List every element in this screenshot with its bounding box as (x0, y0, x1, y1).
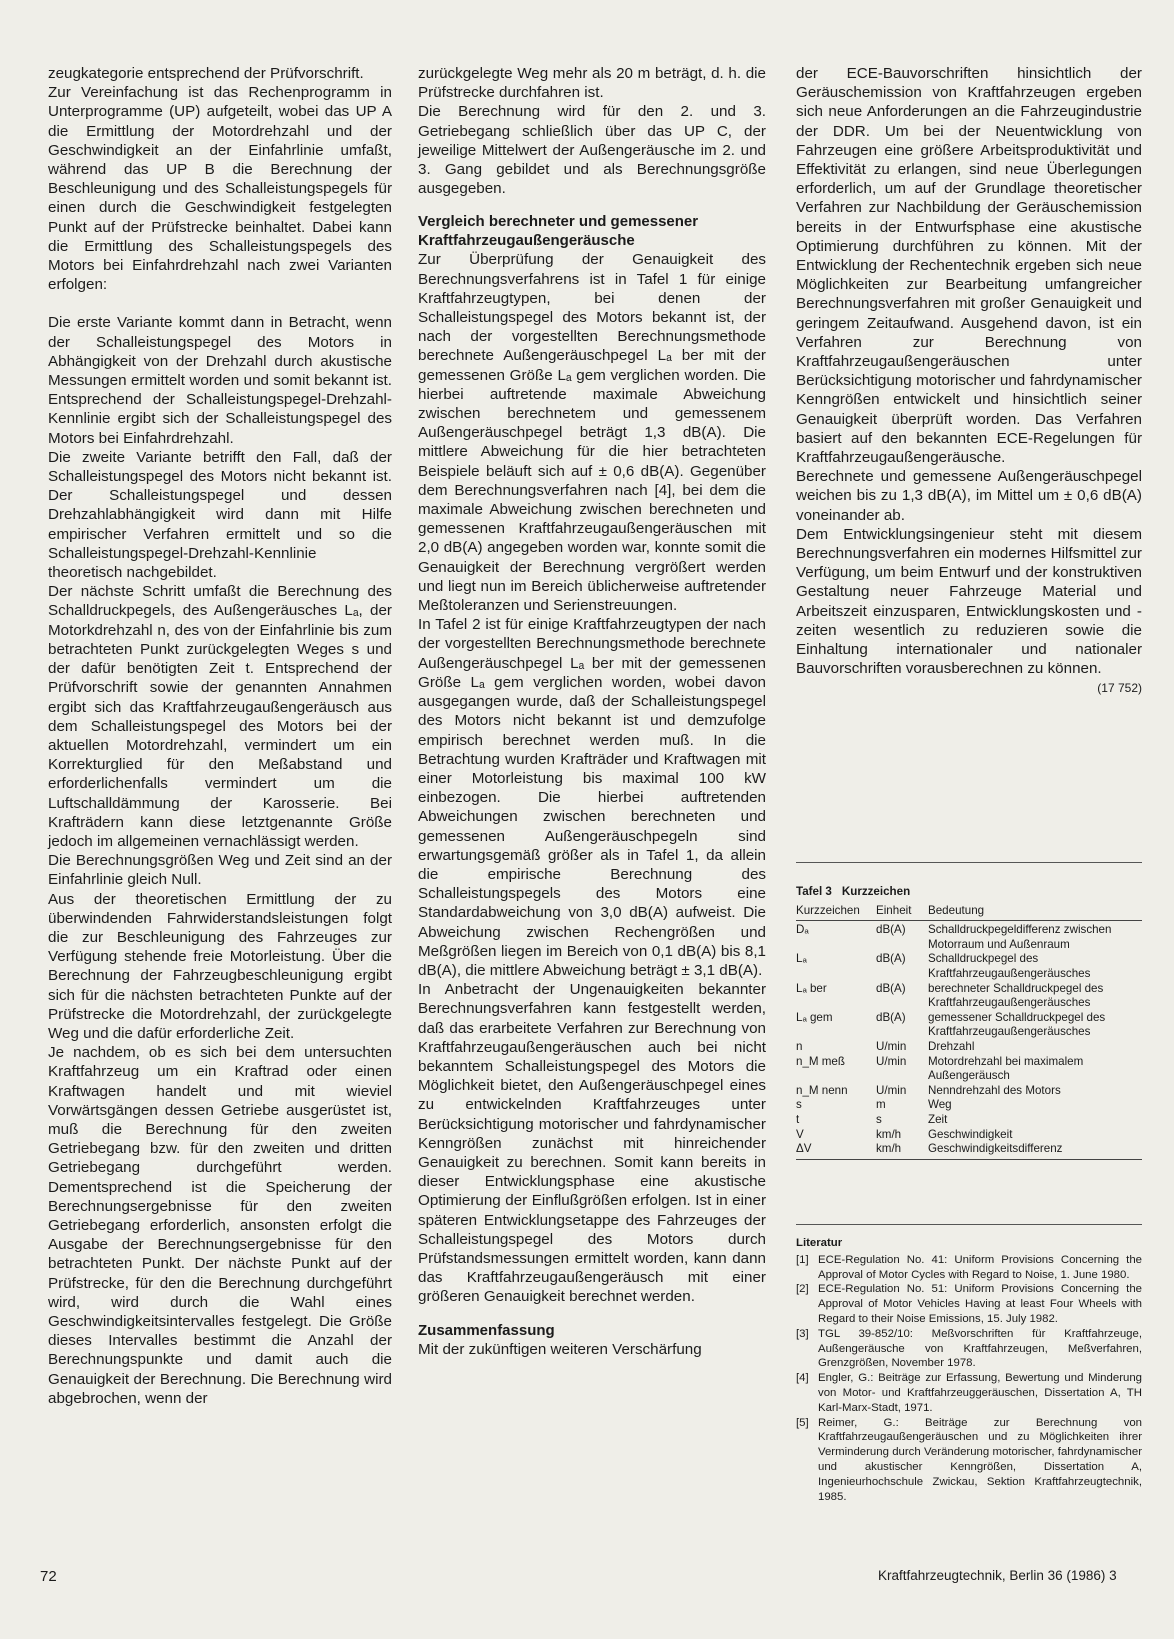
table-header-row (796, 904, 1142, 922)
section-heading-summary: Zusammenfassung (418, 1321, 555, 1339)
paragraph: zeugkategorie entsprechend der Prüfvorschrift. (48, 65, 364, 82)
table-row (796, 982, 1142, 1011)
paragraph: In Anbetracht der Ungenauigkeiten bekannter Berechnungsverfahren kann festgestellt werden, daß das erarbeitete Verfahren zur Berechnung von Kraftfahrzeugaußengeräuschen auch bei nicht bekanntem Schalleistungspegel des Motors die Möglichkeit bietet, den Außengeräuschpegel eines zu entwickelnden Kraftfahrzeuges unter Berücksichtigung motorischer und fahrdynamischer Kenngrößen zunächst mit hinreichender Genauigkeit zu berechnen. Somit kann bereits in dieser Entwicklungsphase eine akustische Optimierung der Einflußgrößen erfolgen. Ist in einer späteren Entwicklungsetappe des Fahrzeuges der Schalleistungspegel des Motors durch Prüfstandsmessungen ermittelt worden, kann dann das Kraftfahrzeugaußengeräusch mit einer größeren Genauigkeit berechnet werden. (418, 981, 766, 1306)
reference-number: [4] (796, 1372, 809, 1385)
paragraph: Mit der zukünftigen weiteren Verschärfung (418, 1340, 702, 1358)
text-column-2 (418, 64, 766, 1359)
literature-item (796, 1282, 1142, 1326)
table-row (796, 1011, 1142, 1040)
table-cell: n_M nenn (796, 1083, 848, 1097)
reference-number: [3] (796, 1327, 809, 1340)
table-cell: km/h (876, 1142, 902, 1156)
table-row (796, 1113, 1142, 1128)
reference-number: [2] (796, 1283, 809, 1296)
table-3 (796, 885, 1142, 1160)
reference-number: [5] (796, 1416, 809, 1429)
table-row (796, 1128, 1142, 1143)
paragraph: der ECE-Bauvorschriften hinsichtlich der Geräuschemission von Kraftfahrzeugen ergeben sich neue Anforderungen an die Fahrzeugindustrie der DDR. Um bei der Neuentwicklung von Fahrzeugen eine größere Arbeitsproduktivität und Effektivität zu erlangen, sind neue Überlegungen erforderlich, um auf der Grundlage theoretischer Verfahren zur Nachbildung der Geräuschemission bereits in der Entwurfsphase eine akustische Optimierung durchführen zu können. Mit der Entwicklung der Rechentechnik ergeben sich neue Möglichkeiten zur Bearbeitung umfangreicher Berechnungsverfahren mit großer Genauigkeit und geringem Zeitaufwand. Ausgehend davon, ist ein Verfahren zur Berechnung von Kraftfahrzeugaußengeräuschen unter Berücksichtigung motorischer und fahrdynamischer Kenngrößen entwickelt und hinsichtlich seiner Genauigkeit überprüft worden. Das Verfahren basiert auf den bekannten ECE-Regelungen für Kraftfahrzeugaußengeräusche. (796, 65, 1142, 467)
paragraph: Je nachdem, ob es sich bei dem untersuchten Kraftfahrzeug um ein Kraftrad oder einen Kraftwagen handelt und mit wieviel Vorwärtsgängen dessen Getriebe ausgerüstet ist, muß die Berechnung für den zweiten Getriebegang bzw. für den zweiten und dritten Getriebegang durchgeführt werden. Dementsprechend ist die Speicherung der Berechnungsergebnisse für den zweiten Getriebegang erforderlich, ansonsten erfolgt die Ausgabe der Berechnungsergebnisse für den betrachteten Punkt. Der nächste Punkt auf der Prüfstrecke, für den die Berechnung durchgeführt wird, wird durch die Wahl eines Geschwindigkeitsintervalles festgelegt. Die Größe dieses Intervalles bestimmt die Anzahl der Berechnungspunkte und damit auch die Genauigkeit der Berechnung. Die Berechnung wird abgebrochen, wenn der (48, 1044, 392, 1407)
table-row (796, 1084, 1142, 1099)
page-number: 72 (40, 1568, 57, 1585)
table-cell: km/h (876, 1127, 902, 1141)
table-body (796, 923, 1142, 1157)
table-row (796, 1055, 1142, 1084)
table-cell: Geschwindigkeit (928, 1127, 1013, 1141)
literature-list (796, 1236, 1142, 1504)
table-cell: Nenndrehzahl des Motors (928, 1083, 1061, 1097)
table-cell: n (796, 1039, 803, 1053)
table-cell: V (796, 1127, 804, 1141)
paragraph: Die erste Variante kommt dann in Betracht, wenn der Schalleistungspegel des Motors in Abhängigkeit von der Drehzahl durch akustische Messungen ermittelt worden und somit bekannt ist. Entsprechend der Schalleistungspegel-Drehzahl-Kennlinie ergibt sich der Schalleistungspegel des Motors bei Einfahrdrehzahl. (48, 314, 392, 447)
table-label: Tafel 3 (796, 885, 832, 898)
table-cell: Motordrehzahl bei maximalem Außengeräusch (928, 1054, 1084, 1083)
reference-text: TGL 39-852/10: Meßvorschriften für Kraftfahrzeuge, Außengeräusche von Kraftfahrzeugen, Meßverfahren, Grenzgrößen, November 1978. (818, 1327, 1142, 1370)
heading-line: Vergleich berechneter und gemessener (418, 213, 699, 231)
literature-items (796, 1253, 1142, 1505)
table-cell: Lₐ gem (796, 1010, 833, 1024)
reference-text: ECE-Regulation No. 51: Uniform Provisions Concerning the Approval of Motor Vehicles Having at least Four Wheels with Regard to their Noise Emissions, 15. July 1982. (818, 1283, 1142, 1325)
table-row (796, 952, 1142, 981)
table-cell: dB(A) (876, 981, 906, 995)
table-cell: Zeit (928, 1112, 948, 1126)
table-cell: Drehzahl (928, 1039, 975, 1053)
literature-title: Literatur (796, 1237, 843, 1249)
table-cell: ΔV (796, 1142, 812, 1156)
literature-item (796, 1371, 1142, 1415)
table-header: Einheit (876, 903, 912, 917)
table-cell: Weg (928, 1098, 952, 1112)
paragraph: In Tafel 2 ist für einige Kraftfahrzeugtypen der nach der vorgestellten Berechnungsmethode berechnete Außengeräuschpegel Lₐ ber mit der gemessenen Größe Lₐ gem verglichen worden, wobei davon ausgegangen wurde, daß der Schalleistungspegel des Motors nicht bekannt ist und demzufolge empirisch berechnet werden muß. In die Betrachtung wurden Krafträder und Kraftwagen mit einer Motorleistung bis maximal 100 kW einbezogen. Die hierbei auftretenden Abweichungen zwischen berechneten und gemessenen Außengeräuschpegeln sind erwartungsgemäß größer als in Tafel 1, da allein die empirische Berechnung des Schalleistungspegels des Motors eine Standardabweichung von 3,0 dB(A) aufweist. Die Abweichung zwischen Rechengrößen und Meßgrößen liegen im Bereich von 0,1 dB(A) bis 8,1 dB(A), die mittlere Abweichung beträgt ± 3,1 dB(A). (418, 616, 766, 979)
table-cell: Dₐ (796, 923, 809, 937)
table-cell: Lₐ (796, 952, 807, 966)
paragraph: Der nächste Schritt umfaßt die Berechnung des Schalldruckpegels, des Außengeräusches Lₐ, der Motorkdrehzahl n, des von der Einfahrlinie bis zum betrachteten Punkt zurückgelegten Weges s und der dafür benötigten Zeit t. Entsprechend der Prüfvorschrift sowie der genannten Annahmen ergibt sich das Kraftfahrzeugaußengeräusch aus dem Schalleistungspegel des Motors bei der aktuellen Motordrehzahl, vermindert um ein Korrekturglied für den Meßabstand und erforderlichenfalls vermindert um die Luftschalldämmung der Karosserie. Bei Krafträdern kann diese letztgenannte Größe jedoch im allgemeinen vernachlässigt werden. (48, 583, 392, 850)
table-cell: Schalldruckpegel des Kraftfahrzeugaußengeräusches (928, 952, 1091, 980)
table-cell: Geschwindigkeitsdifferenz (928, 1142, 1063, 1156)
table-row (796, 923, 1142, 952)
paragraph-gap (48, 294, 392, 313)
paragraph: Die Berechnung wird für den 2. und 3. Getriebegang schließlich über das UP C, der jeweilige Mittelwert der Außengeräusche im 2. und 3. Gang gebildet und als Berechnungsgröße ausgegeben. (418, 103, 766, 198)
text-column-1 (48, 64, 392, 1408)
table-header: Bedeutung (928, 903, 985, 917)
table-cell: s (796, 1098, 802, 1112)
table-cell: dB(A) (876, 1010, 906, 1024)
literature-item (796, 1253, 1142, 1283)
divider (796, 1224, 1142, 1225)
table-cell: U/min (876, 1054, 907, 1068)
table-cell: n_M meß (796, 1054, 845, 1068)
paragraph: Zur Vereinfachung ist das Rechenprogramm in Unterprogramme (UP) aufgeteilt, wobei das UP A die Ermittlung der Motordrehzahl und der Geschwindigkeit an der Einfahrlinie umfaßt, während das UP B die Berechnung der Beschleunigung und des Schalleistungspegels für einen durch die Geschwindigkeit festgelegten Punkt auf der Prüfstrecke beinhaltet. Dabei kann die Ermittlung des Schalleistungspegels des Motors bei Einfahrdrehzahl nach zwei Varianten erfolgen: (48, 84, 392, 294)
reference-text: Engler, G.: Beiträge zur Erfassung, Bewertung und Minderung von Motor- und Kraftfahrzeuggeräuschen, Dissertation A, TH Karl-Marx-Stadt, 1971. (818, 1372, 1142, 1414)
table-cell: dB(A) (876, 923, 906, 937)
reference-text: Reimer, G.: Beiträge zur Berechnung von Kraftfahrzeugaußengeräuschen und zu Möglichkeiten ihrer Verminderung durch Veränderung motorischer, fahrdynamischer und akustischer Kenngrößen, Dissertation A, Ingenieurhochschule Zwickau, Sektion Kraftfahrzeugtechnik, 1985. (818, 1416, 1142, 1503)
table-cell: s (876, 1112, 882, 1126)
paragraph: Die zweite Variante betrifft den Fall, daß der Schalleistungspegel des Motors nicht bekannt ist. Der Schalleistungspegel und dessen Drehzahlabhängigkeit wird dann mit Hilfe empirischer Verfahren ermittelt und so die Schalleistungspegel-Drehzahl-Kennlinie theoretisch nachgebildet. (48, 448, 392, 582)
paragraph: zurückgelegte Weg mehr als 20 m beträgt, d. h. die Prüfstrecke durchfahren ist. (418, 65, 766, 102)
table-cell: Lₐ ber (796, 981, 827, 995)
literature-item (796, 1416, 1142, 1505)
reference-text: ECE-Regulation No. 41: Uniform Provisions Concerning the Approval of Motor Cycles with Regard to Noise, 1. June 1980. (818, 1253, 1142, 1281)
table-caption: Kurzzeichen (841, 885, 911, 898)
article-number: (17 752) (1097, 680, 1142, 695)
paragraph: Dem Entwicklungsingenieur steht mit diesem Berechnungsverfahren ein modernes Hilfsmittel zur Verfügung, um beim Entwurf und der konstruktiven Gestaltung neuer Fahrzeuge Material und Arbeitszeit einzusparen, Entwicklungskosten und -zeiten wesentlich zu reduzieren sowie die Einhaltung internationaler und nationaler Bauvorschriften vorausberechnen zu können. (796, 525, 1142, 678)
table-cell: Schalldruckpegeldifferenz zwischen Motorraum und Außenraum (928, 923, 1112, 951)
section-heading-comparison (418, 212, 766, 250)
table-row (796, 1142, 1142, 1157)
literature-item (796, 1327, 1142, 1371)
table-row (796, 1098, 1142, 1113)
journal-citation: Kraftfahrzeugtechnik, Berlin 36 (1986) 3 (878, 1568, 1117, 1583)
table-bottom-rule (796, 1159, 1142, 1160)
table-cell: berechneter Schalldruckpegel des Kraftfahrzeugaußengeräusches (928, 981, 1104, 1010)
table-cell: U/min (876, 1083, 907, 1097)
table-cell: m (876, 1098, 886, 1112)
paragraph: Aus der theoretischen Ermittlung der zu überwindenden Fahrwiderstandsleistungen folgt die zur Beschleunigung des Fahrzeuges zur Verfügung stehende freie Motorleistung. Über die Berechnung der Fahrzeugbeschleunigung ergibt sich für die nächsten betrachteten Punkte auf der Prüfstrecke die Motordrehzahl, der zurückgelegte Weg und die dafür erforderliche Zeit. (48, 890, 392, 1042)
table-header: Kurzzeichen (796, 903, 860, 917)
paragraph: Berechnete und gemessene Außengeräuschpegel weichen bis zu 1,3 dB(A), im Mittel um ± 0,6 dB(A) voneinander ab. (796, 468, 1142, 524)
text-column-3 (796, 64, 1142, 698)
divider (796, 862, 1142, 863)
paragraph: Zur Überprüfung der Genauigkeit des Berechnungsverfahrens ist in Tafel 1 für einige Kraftfahrzeugtypen, bei denen der Schalleistungspegel des Motors bekannt ist, der nach der vorgestellten Berechnungsmethode berechnete Außengeräuschpegel Lₐ ber mit der gemessenen Größe Lₐ gem verglichen worden. Die hierbei auftretende maximale Abweichung zwischen berechnetem und gemessenem Außengeräuschpegel beträgt 1,3 dB(A). Die mittlere Abweichung für die hier betrachteten Beispiele beläuft sich auf ± 0,6 dB(A). Gegenüber dem Berechnungsverfahren nach [4], bei dem die maximale Abweichung zwischen berechneten und gemessenen Kraftfahrzeugaußengeräuschen mit 2,0 dB(A) angegeben worden war, konnte somit die Genauigkeit der Berechnung vergrößert werden und liegt nun im Bereich üblicherweise auftretender Meßtoleranzen und Serienstreuungen. (418, 251, 766, 615)
reference-number: [1] (796, 1253, 809, 1266)
paragraph: Die Berechnungsgrößen Weg und Zeit sind an der Einfahrlinie gleich Null. (48, 852, 392, 889)
table-title (796, 885, 1142, 900)
table-row (796, 1040, 1142, 1055)
table-cell: gemessener Schalldruckpegel des Kraftfahrzeugaußengeräusches (928, 1010, 1106, 1039)
table-cell: dB(A) (876, 952, 906, 966)
table-cell: U/min (876, 1039, 907, 1053)
heading-line: Kraftfahrzeugaußengeräusche (418, 232, 635, 250)
table-cell: t (796, 1112, 800, 1126)
